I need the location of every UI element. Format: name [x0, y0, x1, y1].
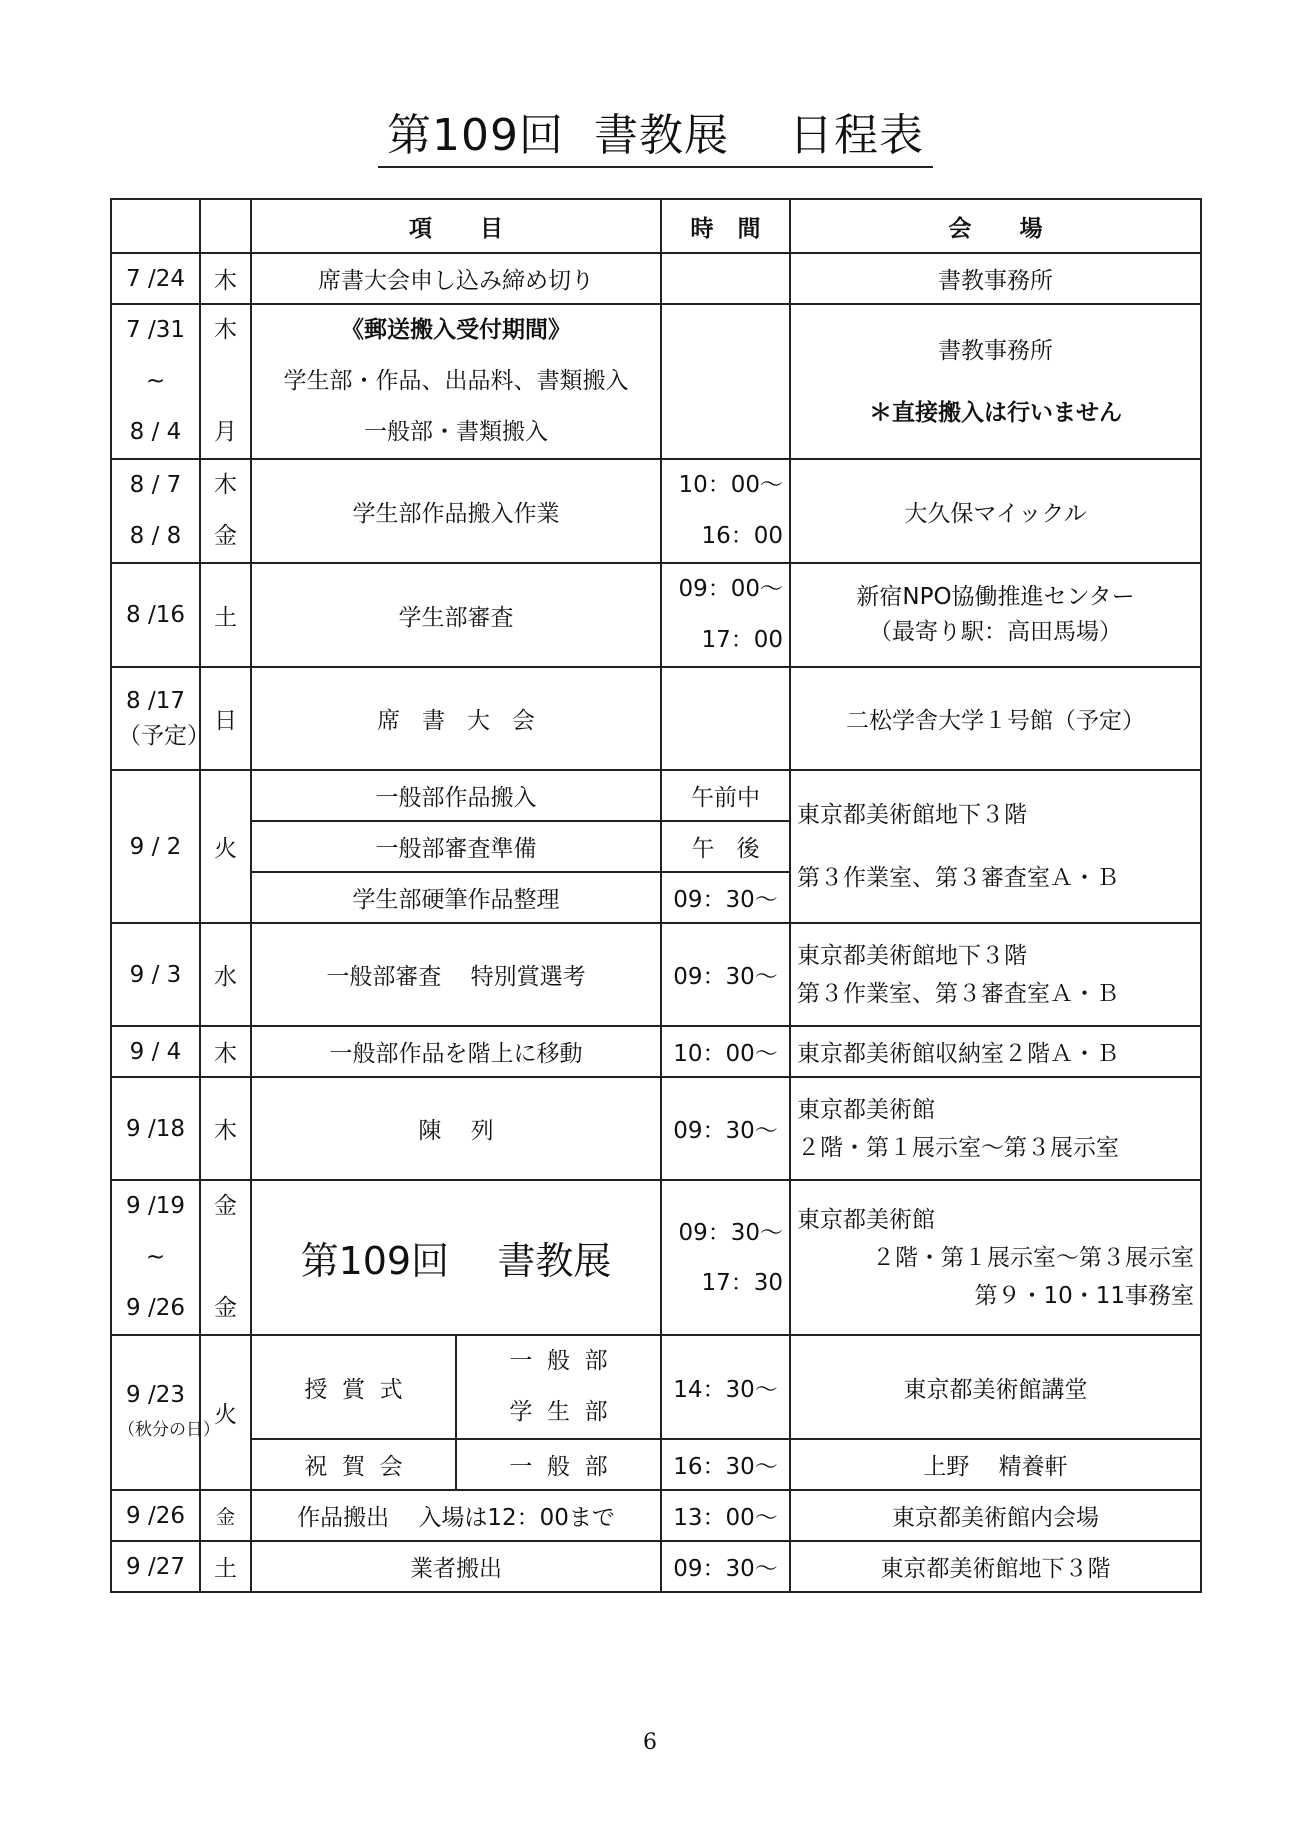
schedule-table — [110, 198, 1202, 1593]
venue-line: 東京都美術館地下３階 — [797, 801, 1028, 828]
venue-line: 東京都美術館 — [797, 1206, 936, 1233]
day-cell — [200, 459, 251, 563]
date-range-mark: ~ — [145, 368, 166, 394]
day-start: 木 — [214, 317, 237, 343]
time-cell: 13：00～ — [661, 1490, 790, 1541]
item-cell: 学生部審査 — [251, 563, 661, 667]
header-row — [111, 199, 1201, 253]
time-cell — [661, 459, 790, 563]
day-spacer — [207, 1232, 244, 1283]
exhibition-title: 第109回 書教展 — [251, 1180, 661, 1335]
table-row — [111, 1026, 1201, 1077]
venue-line: 第３作業室、第３審査室Ａ・Ｂ — [797, 864, 1120, 891]
time-start: 10：00～ — [678, 472, 784, 498]
date-line: 9 /23 — [126, 1381, 185, 1408]
item-cell: 一般部審査準備 — [251, 821, 661, 872]
day-cell: 木 — [200, 1077, 251, 1180]
time-cell: 09：30～ — [661, 1541, 790, 1592]
date-cell: 9 /18 — [111, 1077, 200, 1180]
venue-cell: 東京都美術館講堂 — [790, 1335, 1201, 1439]
page-title: 第109回 書教展 日程表 — [387, 110, 924, 161]
date-cell — [111, 459, 200, 563]
item-cell: 作品搬出 入場は12：00まで — [251, 1490, 661, 1541]
division-line: 一 般 部 — [509, 1348, 608, 1374]
header-date — [111, 199, 200, 253]
day-start: 木 — [214, 472, 237, 498]
venue-line: 東京都美術館地下３階 — [797, 942, 1028, 969]
day-cell — [200, 304, 251, 459]
day-cell: 金 — [200, 1490, 251, 1541]
time-cell — [661, 304, 790, 459]
title-underline — [378, 166, 933, 168]
venue-cell — [790, 1180, 1201, 1335]
time-cell — [661, 253, 790, 304]
venue-cell — [790, 923, 1201, 1026]
table-row — [111, 1439, 1201, 1490]
table-row — [111, 1335, 1201, 1439]
time-end: 17：30 — [701, 1269, 784, 1296]
page-number: 6 — [643, 1730, 657, 1755]
day-cell: 土 — [200, 563, 251, 667]
venue-cell: 東京都美術館収納室２階Ａ・Ｂ — [790, 1026, 1201, 1077]
header-venue: 会 場 — [790, 199, 1201, 253]
item-line: 学生部・作品、出品料、書類搬入 — [283, 368, 629, 394]
date-cell — [111, 304, 200, 459]
table-row — [111, 1490, 1201, 1541]
item-cell: 学生部硬筆作品整理 — [251, 872, 661, 923]
item-cell: 陳 列 — [251, 1077, 661, 1180]
date-line: 8 /17 — [126, 687, 185, 714]
venue-line: （最寄り駅：高田馬場） — [869, 619, 1123, 645]
item-cell: 業者搬出 — [251, 1541, 661, 1592]
time-cell: 16：30～ — [661, 1439, 790, 1490]
date-cell — [111, 1335, 220, 1490]
item-cell: 一般部作品を階上に移動 — [251, 1026, 661, 1077]
venue-line: ２階・第１展示室～第３展示室 — [872, 1244, 1195, 1271]
venue-line: 書教事務所 — [938, 337, 1054, 364]
time-cell: 14：30～ — [661, 1335, 790, 1439]
day-cell: 土 — [200, 1541, 251, 1592]
day-cell: 火 — [200, 770, 251, 923]
header-item: 項 目 — [251, 199, 661, 253]
division-cell — [456, 1335, 661, 1439]
venue-cell: 書教事務所 — [790, 253, 1201, 304]
date-end: 9 /26 — [126, 1295, 185, 1321]
header-day — [200, 199, 251, 253]
time-cell — [661, 563, 790, 667]
time-cell — [661, 1180, 790, 1335]
date-start: 8 / 7 — [129, 472, 182, 498]
date-cell: 7 /24 — [111, 253, 200, 304]
date-cell: 9 / 4 — [111, 1026, 200, 1077]
day-cell: 火 — [200, 1335, 251, 1490]
date-note: （予定） — [118, 722, 210, 749]
table-row — [111, 770, 1201, 821]
date-note: （秋分の日） — [118, 1419, 220, 1440]
time-cell — [661, 667, 790, 770]
table-row — [111, 459, 1201, 563]
venue-line: 新宿NPO協働推進センター — [856, 584, 1135, 610]
date-end: 8 / 4 — [129, 419, 182, 445]
date-start: 7 /31 — [126, 317, 185, 343]
day-cell: 水 — [200, 923, 251, 1026]
venue-cell: 東京都美術館内会場 — [790, 1490, 1201, 1541]
day-cell — [200, 1180, 251, 1335]
time-end: 17：00 — [701, 627, 784, 653]
time-cell: 09：30～ — [661, 923, 790, 1026]
date-cell: 9 /26 — [111, 1490, 200, 1541]
date-cell: 9 / 3 — [111, 923, 200, 1026]
time-cell: 10：00～ — [661, 1026, 790, 1077]
venue-cell: 東京都美術館地下３階 — [790, 1541, 1201, 1592]
venue-line: 第９・10・11事務室 — [974, 1282, 1195, 1309]
division-cell: 一 般 部 — [456, 1439, 661, 1490]
date-range-mark: ~ — [145, 1244, 166, 1270]
venue-cell: 大久保マイックル — [790, 459, 1201, 563]
day-cell: 木 — [200, 1026, 251, 1077]
venue-line: 東京都美術館 — [797, 1096, 936, 1123]
venue-cell — [790, 770, 1201, 923]
day-start: 金 — [214, 1193, 237, 1219]
time-cell: 09：30～ — [661, 1077, 790, 1180]
venue-cell: 上野 精養軒 — [790, 1439, 1201, 1490]
table-row — [111, 667, 1201, 770]
date-end: 8 / 8 — [129, 523, 182, 549]
table-row — [111, 304, 1201, 459]
date-start: 9 /19 — [126, 1193, 185, 1219]
venue-cell: 二松学舎大学１号館（予定） — [790, 667, 1201, 770]
time-end: 16：00 — [701, 523, 784, 549]
day-end: 金 — [214, 1295, 237, 1321]
item-cell: 一般部審査 特別賞選考 — [251, 923, 661, 1026]
time-start: 09：30～ — [678, 1219, 784, 1246]
venue-cell — [790, 304, 1201, 459]
table-row — [111, 1077, 1201, 1180]
venue-note: ＊直接搬入は行いません — [869, 399, 1123, 426]
day-cell: 日 — [200, 667, 251, 770]
item-line: 一般部・書類搬入 — [364, 419, 548, 445]
venue-cell — [790, 563, 1201, 667]
day-spacer — [207, 356, 244, 407]
item-heading: 《郵送搬入受付期間》 — [341, 317, 571, 343]
venue-line: ２階・第１展示室～第３展示室 — [797, 1134, 1120, 1161]
day-cell: 木 — [200, 253, 251, 304]
venue-cell — [790, 1077, 1201, 1180]
time-cell: 午前中 — [661, 770, 790, 821]
table-row — [111, 923, 1201, 1026]
date-cell — [111, 1180, 200, 1335]
table-row — [111, 563, 1201, 667]
date-cell — [111, 667, 210, 770]
table-row — [111, 1180, 1201, 1335]
item-cell: 席 書 大 会 — [251, 667, 661, 770]
ceremony-cell: 祝 賀 会 — [251, 1439, 456, 1490]
day-end: 金 — [214, 523, 237, 549]
table-row — [111, 1541, 1201, 1592]
division-line: 学 生 部 — [509, 1399, 608, 1425]
date-cell: 9 /27 — [111, 1541, 200, 1592]
item-cell: 学生部作品搬入作業 — [251, 459, 661, 563]
ceremony-cell: 授 賞 式 — [251, 1335, 456, 1439]
venue-line: 第３作業室、第３審査室Ａ・Ｂ — [797, 980, 1120, 1007]
time-cell: 09：30～ — [661, 872, 790, 923]
table-row — [111, 253, 1201, 304]
date-cell: 9 / 2 — [111, 770, 200, 923]
item-cell — [251, 304, 661, 459]
day-end: 月 — [214, 419, 237, 445]
item-cell: 一般部作品搬入 — [251, 770, 661, 821]
header-time: 時 間 — [661, 199, 790, 253]
item-cell: 席書大会申し込み締め切り — [251, 253, 661, 304]
date-cell: 8 /16 — [111, 563, 200, 667]
time-cell: 午 後 — [661, 821, 790, 872]
time-start: 09：00～ — [678, 576, 784, 602]
